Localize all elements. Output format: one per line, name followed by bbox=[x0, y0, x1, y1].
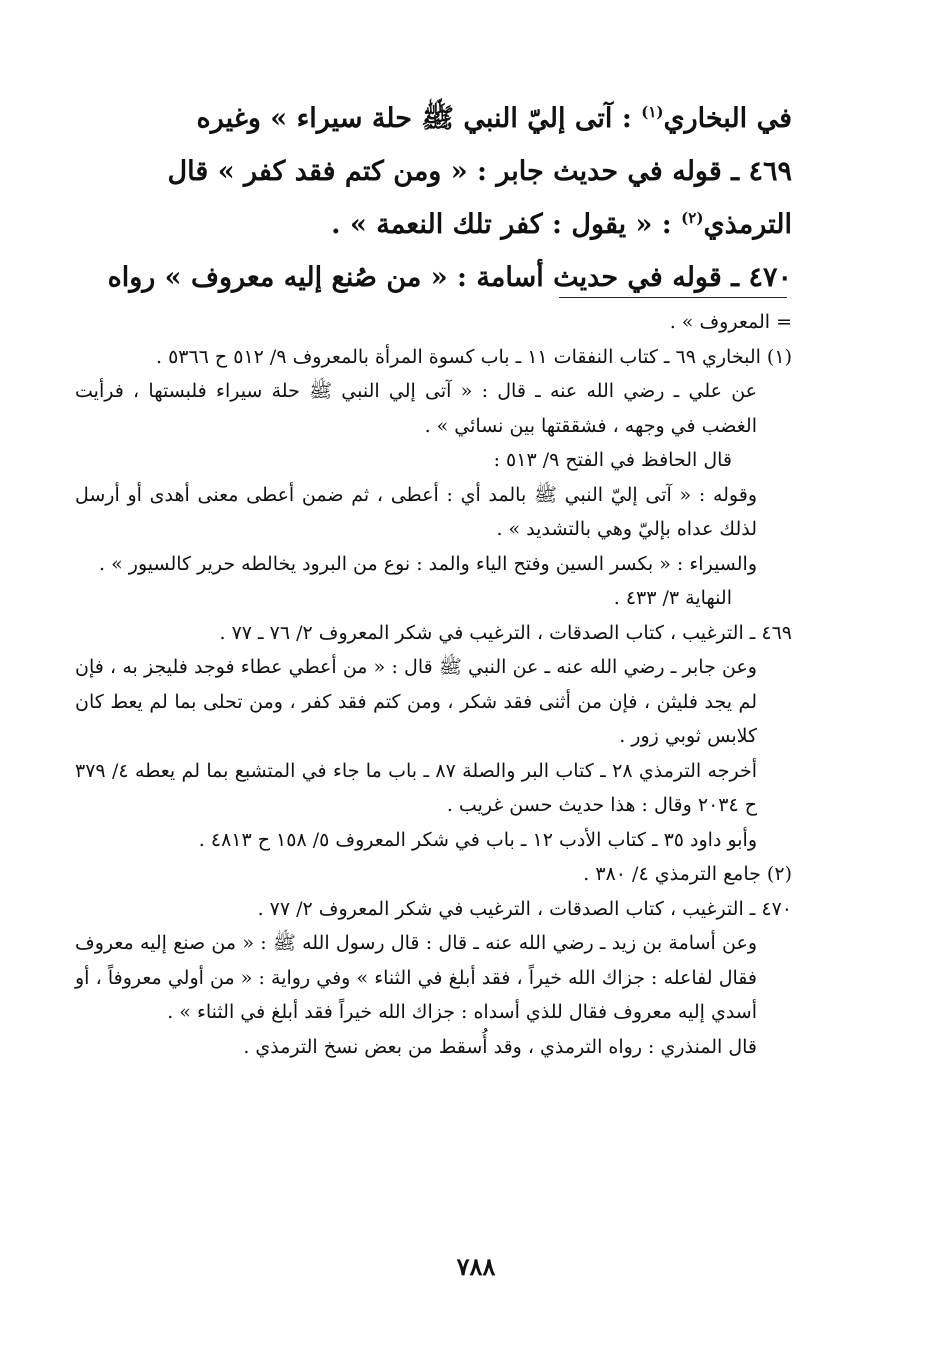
footnote-paragraph: النهاية ٣/ ٤٣٣ . bbox=[613, 587, 732, 609]
main-text-segment: : آتى إليّ النبي ﷺ حلة سيراء » وغيره bbox=[196, 103, 642, 134]
footnote-paragraph: ٤٦٩ ـ الترغيب ، كتاب الصدقات ، الترغيب في شكر المعروف ٢/ ٧٦ ـ ٧٧ . bbox=[219, 621, 792, 644]
main-text bbox=[70, 92, 792, 304]
main-line: ٤٦٩ ـ قوله في حديث جابر : « ومن كتم فقد كفر » قال bbox=[167, 156, 792, 187]
main-line: ٤٧٠ ـ قوله في حديث أسامة : « من صُنع إليه معروف » رواه bbox=[107, 262, 792, 293]
main-line bbox=[70, 198, 792, 251]
footnote-paragraph: = المعروف » . bbox=[669, 311, 792, 333]
footnote-paragraph: وعن جابر ـ رضي الله عنه ـ عن النبي ﷺ قال : « من أعطي عطاء فوجد فليجز به ، فإن لم يجد فليثن ، فإن من أثنى فقد شكر ، ومن كتم فقد كفر ، ومن تحلى بما لم يعط كان كلابس ثوبي زور . bbox=[75, 656, 757, 747]
footnote-ref: (١) bbox=[641, 103, 664, 121]
footnote-paragraph: (١) البخاري ٦٩ ـ كتاب النفقات ١١ ـ باب كسوة المرأة بالمعروف ٩/ ٥١٢ ح ٥٣٦٦ . bbox=[155, 345, 792, 368]
footnotes bbox=[75, 305, 792, 1064]
page-number: ٧٨٨ bbox=[456, 1252, 496, 1281]
main-text-segment: الترمذي bbox=[703, 209, 792, 240]
footnote-paragraph: عن علي ـ رضي الله عنه ـ قال : « آتى إلي النبي ﷺ حلة سيراء فلبستها ، فرأيت الغضب في وجهه ، فشققتها بين نسائي » . bbox=[75, 380, 757, 437]
main-text-segment: في البخاري bbox=[663, 103, 792, 134]
footnote-paragraph: قال المنذري : رواه الترمذي ، وقد أُسقط من بعض نسخ الترمذي . bbox=[243, 1035, 757, 1058]
footnote-divider bbox=[559, 297, 787, 298]
footnote-ref: (٢) bbox=[681, 209, 704, 227]
footnote-paragraph: وعن أسامة بن زيد ـ رضي الله عنه ـ قال : قال رسول الله ﷺ : « من صنع إليه معروف فقال لفاعله : جزاك الله خيراً ، فقد أبلغ في الثناء » وفي رواية : « من أولي معروفاً ، أو أسدي إليه معروف فقال للذي أسداه : جزاك الله خيراً فقد أبلغ في الثناء » . bbox=[75, 932, 757, 1023]
footnote-paragraph: وقوله : « آتى إليّ النبي ﷺ بالمد أي : أعطى ، ثم ضمن أعطى معنى أهدى أو أرسل لذلك عداه بإليّ وهي بالتشديد » . bbox=[75, 483, 757, 540]
footnote-paragraph: أخرجه الترمذي ٢٨ ـ كتاب البر والصلة ٨٧ ـ باب ما جاء في المتشبع بما لم يعطه ٤/ ٣٧٩ ح ٢٠٣٤ وقال : هذا حديث حسن غريب . bbox=[75, 759, 757, 816]
main-line bbox=[70, 92, 792, 145]
main-text-segment: : « يقول : كفر تلك النعمة » . bbox=[331, 209, 682, 240]
footnote-paragraph: والسيراء : « بكسر السين وفتح الياء والمد : نوع من البرود يخالطه حرير كالسيور » . bbox=[99, 552, 757, 575]
footnote-paragraph: ٤٧٠ ـ الترغيب ، كتاب الصدقات ، الترغيب في شكر المعروف ٢/ ٧٧ . bbox=[257, 897, 792, 920]
footnote-paragraph: قال الحافظ في الفتح ٩/ ٥١٣ : bbox=[493, 449, 732, 471]
footnote-paragraph: (٢) جامع الترمذي ٤/ ٣٨٠ . bbox=[583, 863, 792, 885]
footnote-paragraph: وأبو داود ٣٥ ـ كتاب الأدب ١٢ ـ باب في شكر المعروف ٥/ ١٥٨ ح ٤٨١٣ . bbox=[198, 828, 757, 851]
